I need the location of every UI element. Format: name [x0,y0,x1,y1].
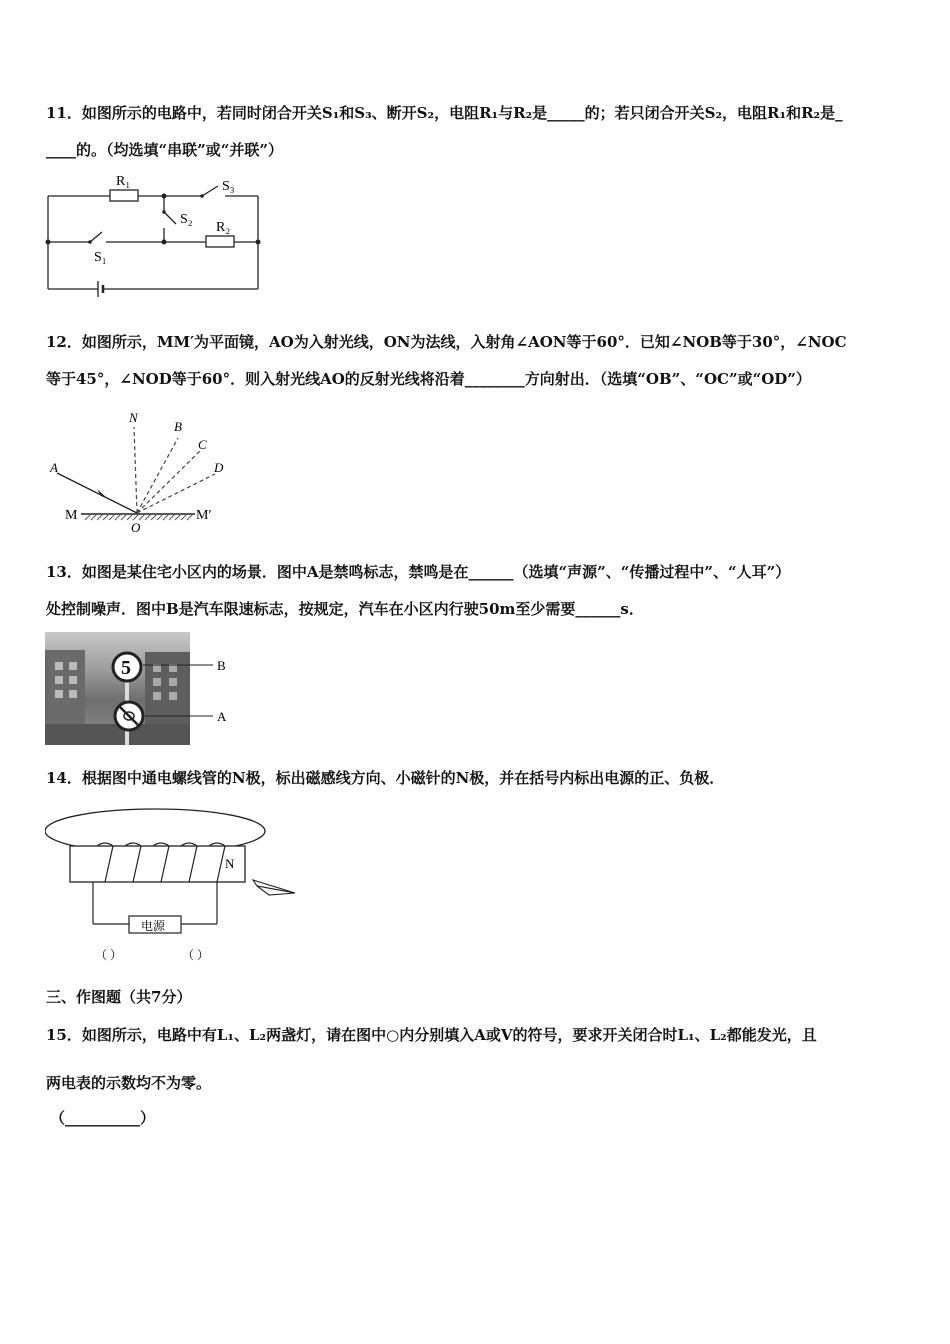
q13-text-line1: 13．如图是某住宅小区内的场景．图中A是禁鸣标志，禁鸣是在______（选填“声源”、“传播过程中”、“人耳”） [46,563,791,581]
power-source-label: 电源 [141,919,166,933]
n-pole-label: N [225,856,235,871]
q13-text-line2: 处控制噪声．图中B是汽车限速标志，按规定，汽车在小区内行驶50m至少需要______s． [46,600,644,618]
o-label: O [131,520,141,535]
a-label: A [217,709,227,724]
r1-label: R₁ [116,174,131,189]
speed-limit-number: 5 [121,657,131,679]
section-title: 三、作图题（共7分） [46,988,192,1006]
q15-text-line2: 两电表的示数均不为零。 [46,1074,212,1092]
n-label: N [129,410,138,425]
q11-circuit-diagram [40,168,270,298]
q14-text-line1: 14．根据图中通电螺线管的N极，标出磁感线方向、小磁针的N极，并在括号内标出电源的正、负极． [46,769,725,787]
c-label: C [198,437,207,452]
q12-text-line1: 12．如图所示，MM′为平面镜，AO为入射光线，ON为法线，入射角∠AON等于60°．已知∠NOB等于30°，∠NOC [46,333,847,351]
s1-label: S₁ [94,250,107,265]
q15-answer-blank: （__________） [50,1109,156,1127]
d-label: D [214,460,224,475]
q12-text-line2: 等于45°，∠NOD等于60°．则入射光线AO的反射光线将沿着________方向射出．（选填“OB”、“OC”或“OD”） [46,370,811,388]
s3-label: S₃ [222,179,235,194]
a-label: A [50,460,58,475]
left-polarity-bracket: （ ） [95,948,123,962]
q13-signs-overlay [45,632,245,747]
q11-text-line2: ____的。（均选填“串联”或“并联”） [46,141,284,159]
s2-label: S₂ [180,212,193,227]
b-label: B [217,658,226,673]
m-label: M [65,508,78,523]
q15-text-line1: 15．如图所示，电路中有L₁、L₂两盏灯，请在图中○内分别填入A或V的符号，要求开关闭合时L₁、L₂都能发光，且 [46,1026,817,1044]
m-prime-label: M′ [196,508,212,523]
q14-solenoid-diagram [45,806,305,971]
q11-text-line1: 11．如图所示的电路中，若同时闭合开关S₁和S₃、断开S₂，电阻R₁与R₂是_____的；若只闭合开关S₂，电阻R₁和R₂是_ [46,104,843,122]
b-label: B [174,419,182,434]
right-polarity-bracket: （ ） [182,948,210,962]
q12-mirror-diagram [45,405,245,535]
r2-label: R₂ [216,220,231,235]
